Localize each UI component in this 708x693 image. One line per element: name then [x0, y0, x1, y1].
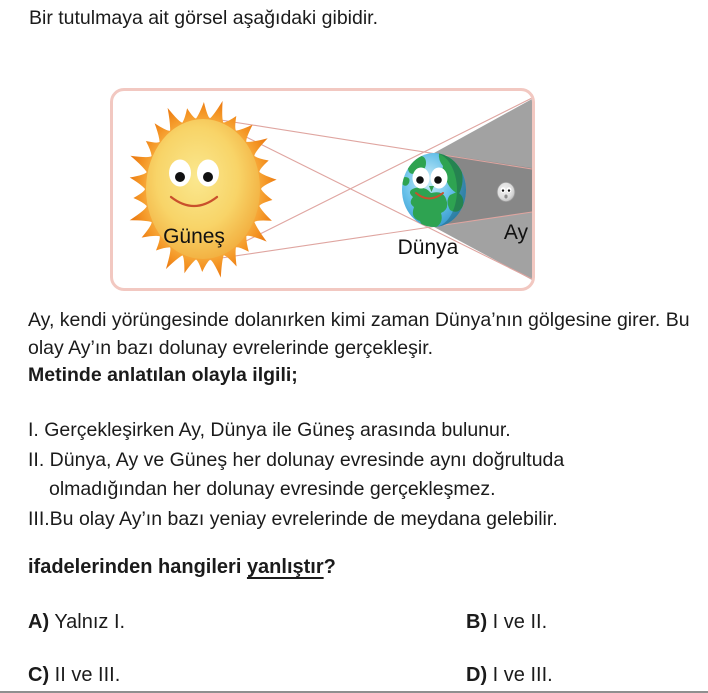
- option-d-letter: D): [466, 664, 488, 686]
- option-d-text: I ve III.: [492, 664, 553, 686]
- option-a-letter: A): [28, 611, 50, 633]
- statement-list: [28, 416, 684, 535]
- answer-option-c[interactable]: [28, 664, 120, 687]
- question-intro: Bir tutulmaya ait görsel aşağıdaki gibidir.: [29, 7, 379, 29]
- question-stem: [28, 556, 336, 579]
- question-paragraph: [28, 307, 690, 390]
- eclipse-diagram-svg: [113, 91, 532, 288]
- answer-option-d[interactable]: [466, 664, 553, 687]
- moon-label: Ay: [503, 221, 529, 244]
- statement-2: II. Dünya, Ay ve Güneş her dolunay evresinde aynı doğrultuda olmadığından her dolunay evresinde gerçekleşmez.: [28, 449, 565, 500]
- eclipse-diagram: [110, 88, 535, 291]
- answer-option-b[interactable]: [466, 611, 547, 634]
- earth-label: Dünya: [397, 236, 459, 259]
- option-c-text: II ve III.: [54, 664, 121, 686]
- moon-body: [497, 182, 515, 201]
- statement-1: I. Gerçekleşirken Ay, Dünya ile Güneş arasında bulunur.: [28, 419, 511, 441]
- sun-label: Güneş: [163, 225, 225, 248]
- answer-option-a[interactable]: [28, 611, 125, 634]
- paragraph-text: Ay, kendi yörüngesinde dolanırken kimi zaman Dünya’nın gölgesine girer. Bu olay Ay’ın bazı dolunay evrelerinde gerçekleşir.: [28, 309, 690, 359]
- question-suffix: ?: [323, 556, 336, 578]
- option-c-letter: C): [28, 664, 50, 686]
- question-underlined-word: yanlıştır: [246, 556, 324, 578]
- statement-3: III.Bu olay Ay’ın bazı yeniay evrelerinde de meydana gelebilir.: [28, 508, 558, 530]
- paragraph-emphasis: Metinde anlatılan olayla ilgili;: [28, 364, 298, 386]
- option-b-letter: B): [466, 611, 488, 633]
- option-a-text: Yalnız I.: [54, 611, 126, 633]
- question-prefix: ifadelerinden hangileri: [28, 556, 247, 578]
- option-b-text: I ve II.: [492, 611, 548, 633]
